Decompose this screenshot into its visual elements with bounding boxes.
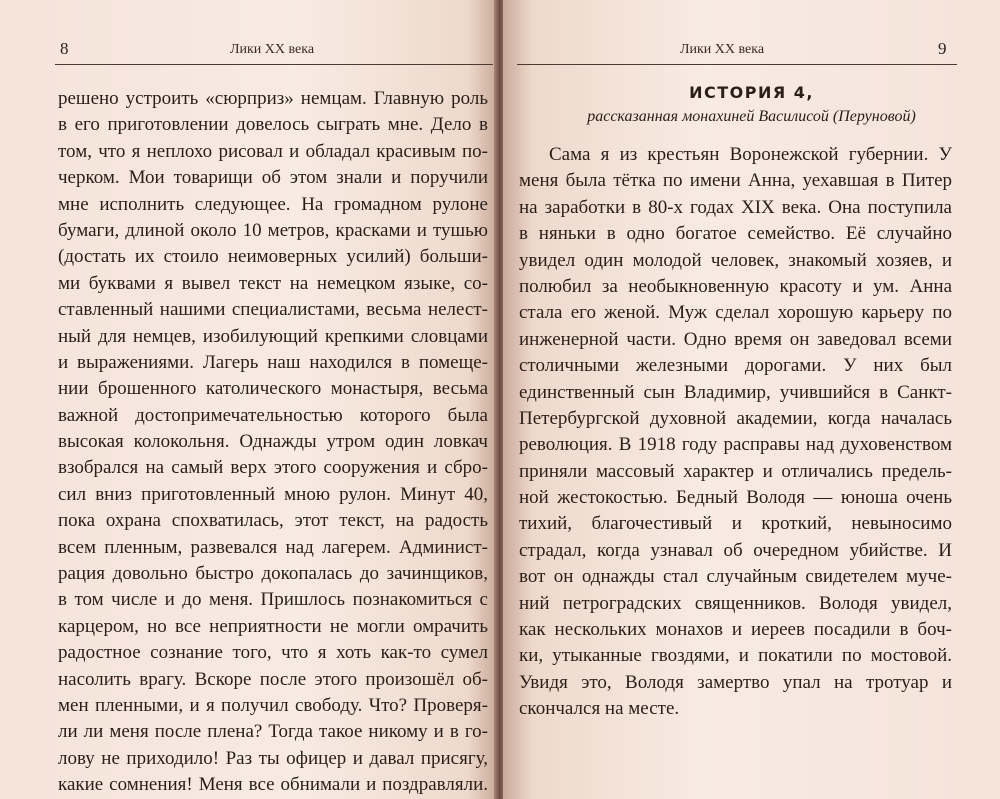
text-line: радостное сознание того, что я хоть как-то сумел xyxy=(58,642,488,664)
text-line: ки, утыканные гвоздями, и покатили по мостовой. xyxy=(519,645,952,667)
text-line: на заработки в 80-х годах XIX века. Она поступила xyxy=(519,196,952,218)
text-line: том, что я неплохо рисовал и обладал красивым по- xyxy=(58,140,488,162)
text-line: ный для немцев, изобилующий крепкими словцами xyxy=(58,325,488,347)
text-line: Увидя это, Володя замертво упал на тротуар и xyxy=(519,671,952,693)
text-line: всем пленным, развевался над лагерем. Админист- xyxy=(58,536,488,558)
text-line: в его приготовлении довелось сыграть мне. Дело в xyxy=(58,114,488,136)
text-line: ми буквами я вывел текст на немецком языке, со- xyxy=(58,272,488,294)
header-rule-left xyxy=(55,64,493,65)
running-head-right: Лики XX века xyxy=(680,42,765,57)
text-line: важной достопримечательностью которого была xyxy=(58,404,488,426)
text-line: ний петроградских священников. Володя увидел, xyxy=(519,592,952,614)
right-page-body xyxy=(519,142,952,723)
left-page-body xyxy=(58,86,488,799)
text-line: увидел один молодой человек, знакомый хозяев, и xyxy=(519,249,952,271)
text-line: решено устроить «сюрприз» немцам. Главную роль xyxy=(58,88,488,109)
left-page xyxy=(0,0,497,799)
text-line: Сама я из крестьян Воронежской губернии. У xyxy=(549,144,952,165)
page-number-right: 9 xyxy=(938,39,947,58)
text-line: взобрался на самый верх этого сооружения и сбро- xyxy=(58,457,488,479)
text-line: инженерной части. Одно время он заведовал всеми xyxy=(519,328,952,350)
text-line: бумаги, длиной около 10 метров, красками и тушью xyxy=(58,219,488,241)
page-number-left: 8 xyxy=(60,39,69,58)
text-line: революция. В 1918 году расправы над духовенством xyxy=(519,434,952,456)
text-line: (достать их стоило неимоверных усилий) больши- xyxy=(58,246,488,268)
text-line: рация довольно быстро докопалась до зачинщиков, xyxy=(58,563,488,585)
text-line: пока охрана спохватилась, этот текст, на радость xyxy=(58,510,488,532)
text-line: приняли массовый характер и отличались предель- xyxy=(519,460,952,482)
text-line: ной жестокостью. Бедный Володя — юноша очень xyxy=(519,487,952,509)
header-rule-right xyxy=(517,64,957,65)
text-line: какие сомнения! Меня все обнимали и поздравляли. xyxy=(58,774,488,796)
text-line: и выражениями. Лагерь наш находился в помеще- xyxy=(58,351,488,373)
text-line: в том числе и до меня. Пришлось познакомиться с xyxy=(58,589,488,611)
text-line: лову не приходило! Раз ты офицер и давал присягу, xyxy=(58,747,488,769)
text-line: ли ли меня после плена? Тогда такое никому и в го- xyxy=(58,721,488,743)
text-line: столичными железными дорогами. У них был xyxy=(519,355,952,377)
text-line: мне исполнить следующее. На громадном рулоне xyxy=(58,193,488,215)
text-line: страдал, когда узнавал об очередном убийстве. И xyxy=(519,539,952,561)
text-line: вот он однажды стал случайным свидетелем муче- xyxy=(519,566,952,588)
text-line: нии брошенного католического монастыря, весьма xyxy=(58,378,488,400)
text-line: скончался на месте. xyxy=(519,698,680,720)
text-line: высокая колокольня. Однажды утром один ловкач xyxy=(58,431,488,453)
text-line: как нескольких монахов и иереев посадили в боч- xyxy=(519,619,952,641)
text-line: ставленный нашими специалистами, весьма нелест- xyxy=(58,299,488,321)
text-line: насолить врагу. Вскоре после этого произошёл об- xyxy=(58,668,488,690)
text-line: полюбил за необыкновенную красоту и ум. Анна xyxy=(519,275,952,297)
text-line: тихий, благочестивый и кроткий, невыносимо xyxy=(519,513,952,535)
story-subtitle: рассказанная монахиней Василисой (Перуновой) xyxy=(587,108,916,125)
text-line: единственный сын Владимир, учившийся в Санкт- xyxy=(519,381,952,403)
text-line: меня была тётка по имени Анна, уехавшая в Питер xyxy=(519,170,952,192)
text-line: Петербургской духовной академии, когда началась xyxy=(519,407,952,429)
text-line: стала его женой. Муж сделал хорошую карьеру по xyxy=(519,302,952,324)
text-line: карцером, но все неприятности не могли омрачить xyxy=(58,615,488,637)
right-page xyxy=(503,0,1000,799)
running-head-left: Лики XX века xyxy=(230,42,315,57)
text-line: мен пленными, и я получил свободу. Что? Проверя- xyxy=(58,694,488,716)
story-title: ИСТОРИЯ 4, xyxy=(689,83,814,102)
text-line: в няньки в одно богатое семейство. Её случайно xyxy=(519,223,952,245)
text-line: черком. Мои товарищи об этом знали и поручили xyxy=(58,167,488,189)
text-line: сил вниз приготовленный мною рулон. Минут 40, xyxy=(58,483,488,505)
